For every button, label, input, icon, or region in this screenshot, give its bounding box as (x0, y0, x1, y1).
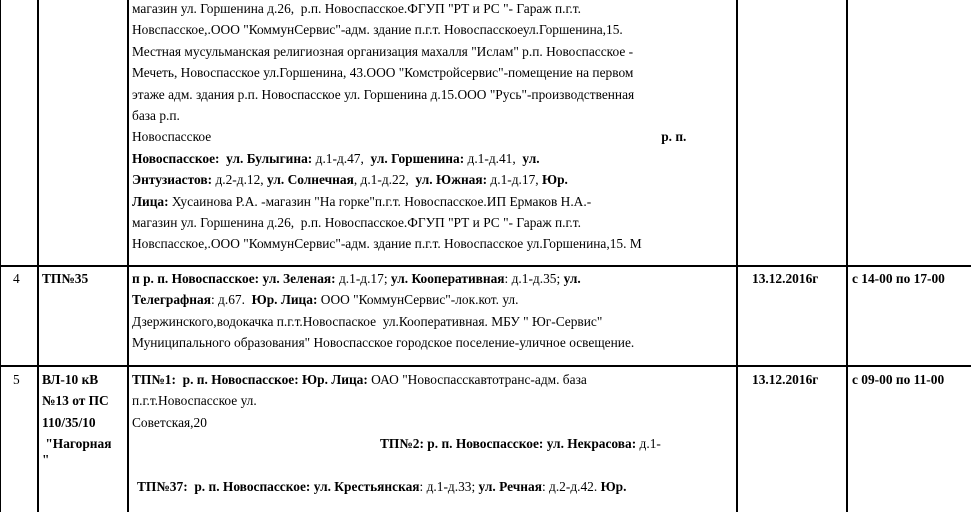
row4-date: 13.12.2016г (752, 271, 819, 286)
text-run: Юр. Лица: (251, 292, 318, 308)
text-line (132, 289, 735, 310)
row-border-2 (0, 365, 971, 367)
row-border-1 (0, 265, 971, 267)
text-run: : д.67. (210, 292, 252, 308)
text-run: ул. (563, 271, 581, 286)
text-line (132, 433, 735, 454)
text-run: Телеграфная (132, 292, 211, 308)
text-run: Юр. (600, 478, 627, 494)
text-run: д.1-д.17, (487, 172, 542, 188)
text-line (132, 412, 735, 433)
text-line (132, 148, 735, 169)
text-line (132, 19, 735, 40)
text-run: Энтузиастов: (132, 172, 213, 188)
text-run: Юр. (542, 172, 568, 188)
col-border-3 (736, 0, 738, 512)
col-border-4 (846, 0, 848, 512)
row4-object: ТП№35 (42, 271, 89, 286)
text-run: ул. Солнечная (267, 172, 354, 188)
text-run: п.г.т.Новоспасское ул. (132, 393, 257, 409)
text-line (132, 169, 735, 190)
text-run: д.1- (636, 436, 661, 452)
row4-number: 4 (13, 271, 20, 286)
text-run: д.1-д.17; (335, 271, 391, 286)
row-prev-description (132, 0, 735, 255)
text-run: р. п. (661, 129, 687, 145)
text-line (132, 0, 735, 19)
text-run: база р.п. (132, 107, 180, 123)
row5-description (132, 369, 735, 497)
row5-object-line: ВЛ-10 кВ (42, 372, 99, 387)
text-run: Хусаинова Р.А. -магазин "На горке"п.г.т. Новоспасское.ИП Ермаков Н.А.- (168, 193, 592, 209)
text-run: , д.1-д.22, (353, 172, 416, 188)
text-line (132, 311, 735, 332)
text-run: Новспасское,.ООО "КоммунСервис"-адм. здание п.г.т. Новоспасское ул.Горшенина,15. М (132, 236, 642, 252)
text-run: ТП№37: р. п. Новоспасское: ул. Крестьянская (137, 478, 420, 494)
text-run: Муниципального образования" Новоспасское городское поселение-уличное освещение. (132, 335, 635, 351)
text-run: ул. Речная (478, 478, 542, 494)
text-run: д.2-д.12, (212, 172, 268, 188)
row5-object-line: №13 от ПС (42, 393, 109, 409)
text-line (132, 476, 735, 497)
text-run: этаже адм. здания р.п. Новоспасское ул. Горшенина д.15.ООО "Русь"-производственная (132, 86, 635, 102)
text-line (132, 332, 735, 353)
text-line (132, 126, 735, 147)
text-run: Советская,20 (132, 414, 207, 430)
text-run: Новоспасское: ул. Булыгина: (132, 150, 313, 166)
text-run: магазин ул. Горшенина д.26, р.п. Новоспасское.ФГУП "РТ и РС "- Гараж п.г.т. (132, 214, 581, 230)
col-border-1 (37, 0, 39, 512)
col-border-2 (127, 0, 129, 512)
text-run: ул. Горшенина: (370, 150, 465, 166)
text-run: Новоспасское (132, 129, 212, 145)
text-run: Мечеть, Новоспасское ул.Горшенина, 43.ООО "Комстройсервис"-помещение на первом (132, 65, 634, 81)
text-line (132, 191, 735, 212)
text-run: : д.2-д.42. (541, 478, 601, 494)
text-run: : д.1-д.35; (504, 271, 564, 286)
text-run: магазин ул. Горшенина д.26, р.п. Новоспасское.ФГУП "РТ и РС "- Гараж п.г.т. (132, 1, 581, 16)
row4-description (132, 268, 735, 354)
text-line (132, 62, 735, 83)
text-run: д.1-д.41, (464, 150, 523, 166)
text-line (132, 212, 735, 233)
row5-object (42, 369, 111, 465)
row5-number: 5 (13, 372, 20, 387)
row5-object-line: " (42, 451, 50, 465)
text-run: п р. п. Новоспасское: ул. Зеленая: (132, 271, 336, 286)
text-run: Лица: (132, 193, 169, 209)
text-run: ТП№2: р. п. Новоспасское: ул. Некрасова: (380, 436, 637, 452)
text-run: Новспасское,.ООО "КоммунСервис"-адм. здание п.г.т. Новоспасскоеул.Горшенина,15. (132, 22, 623, 38)
text-run: ул. Кооперативная (390, 271, 505, 286)
text-line (132, 390, 735, 411)
text-run: ОАО "Новоспасскавтотранс-адм. база (367, 372, 587, 387)
row5-time: с 09-00 по 11-00 (852, 372, 945, 387)
text-line (132, 233, 735, 254)
text-run: д.1-д.47, (312, 150, 371, 166)
text-line (132, 41, 735, 62)
text-run: Местная мусульманская религиозная организация махалля "Ислам" р.п. Новоспасское - (132, 43, 634, 59)
text-line (132, 105, 735, 126)
text-run: ТП№1: р. п. Новоспасское: Юр. Лица: (132, 372, 368, 387)
text-line (132, 369, 735, 390)
col-border-left (0, 0, 1, 512)
text-run: Дзержинского,водокачка п.г.т.Новоспаское ул.Кооперативная. МБУ " Юг-Сервис" (132, 313, 603, 329)
row4-time: с 14-00 по 17-00 (852, 271, 945, 286)
row5-object-line: 110/35/10 (42, 414, 96, 430)
text-run: : д.1-д.33; (419, 478, 479, 494)
text-run: ООО "КоммунСервис"-лок.кот. ул. (317, 292, 519, 308)
text-run: ул. Южная: (415, 172, 488, 188)
text-run: ул. (522, 150, 540, 166)
row5-date: 13.12.2016г (752, 372, 819, 387)
text-line (132, 455, 735, 476)
text-line (132, 268, 735, 289)
text-line (132, 84, 735, 105)
row5-object-line: "Нагорная (42, 436, 112, 452)
